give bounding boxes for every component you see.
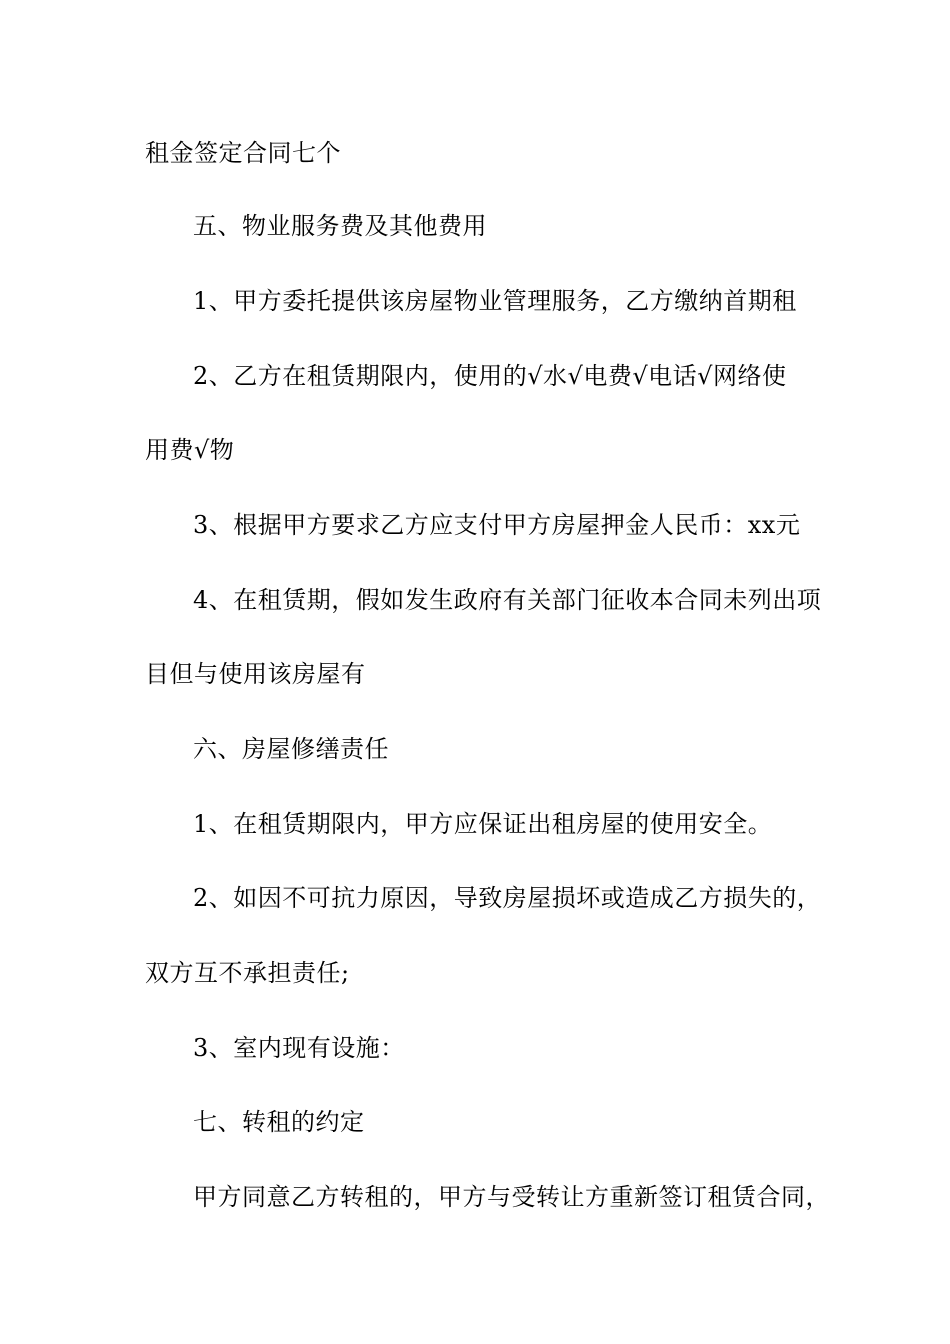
section-heading-repair: 六、房屋修缮责任	[193, 735, 389, 763]
clause-5-1: 1、甲方委托提供该房屋物业管理服务，乙方缴纳首期租	[193, 287, 797, 315]
clause-5-2-continuation: 用费√物	[145, 436, 235, 464]
clause-5-4-continuation: 目但与使用该房屋有	[145, 660, 366, 688]
clause-5-3: 3、根据甲方要求乙方应支付甲方房屋押金人民币：xx元	[193, 511, 801, 539]
section-heading-sublease: 七、转租的约定	[193, 1108, 365, 1136]
clause-6-2-continuation: 双方互不承担责任;	[145, 959, 350, 987]
clause-6-3: 3、室内现有设施：	[193, 1034, 405, 1062]
clause-6-2: 2、如因不可抗力原因，导致房屋损坏或造成乙方损失的，	[193, 884, 822, 912]
clause-5-4: 4、在租赁期，假如发生政府有关部门征收本合同未列出项	[193, 586, 822, 614]
clause-5-2: 2、乙方在租赁期限内，使用的√水√电费√电话√网络使	[193, 362, 787, 390]
text-line-rent-continuation: 租金签定合同七个	[145, 139, 341, 167]
section-heading-property-fees: 五、物业服务费及其他费用	[193, 212, 487, 240]
clause-7-body: 甲方同意乙方转租的，甲方与受转让方重新签订租赁合同，	[193, 1183, 830, 1211]
clause-6-1: 1、在租赁期限内，甲方应保证出租房屋的使用安全。	[193, 810, 773, 838]
